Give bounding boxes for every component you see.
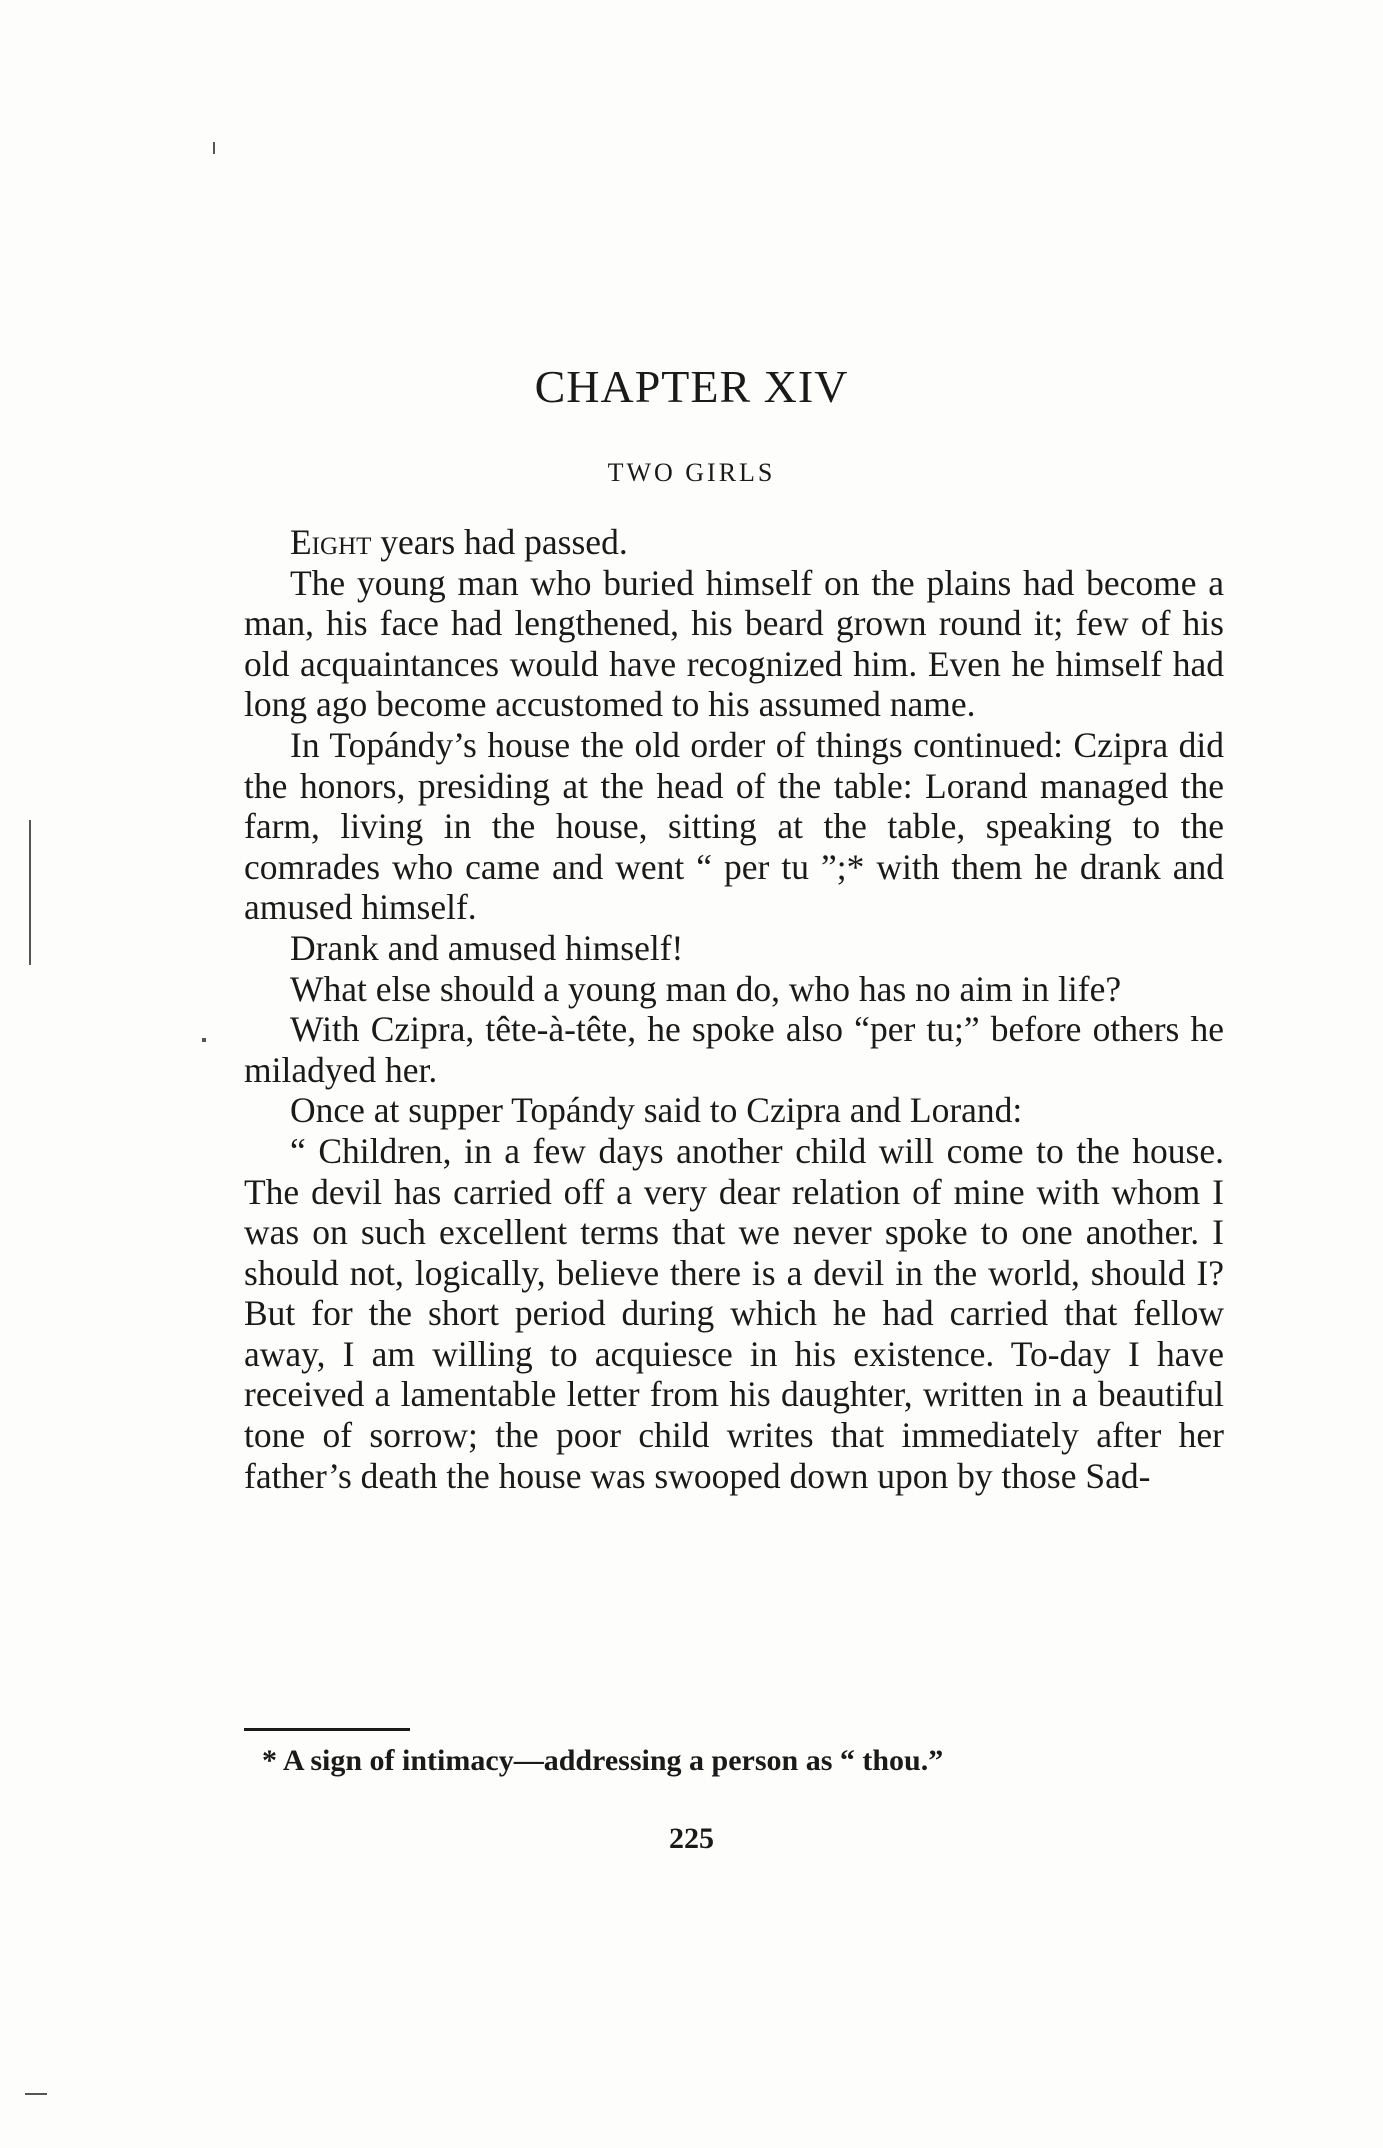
paragraph: “ Children, in a few days another child will come to the house. The devil has carried off a very dear relation of mine with whom I was on such excellent terms that we never spoke to one another. I should not, logically, believe there is a devil in the world, should I? But for the short period during which he had carried that fellow away, I am willing to acquiesce in his existence. To-day I have received a lamentable letter from his daughter, written in a beautiful tone of sorrow; the poor child writes that immediately after her father’s death the house was swooped down upon by those Sad- <box>244 1130 1224 1496</box>
margin-line <box>29 820 31 965</box>
footnote: * A sign of intimacy—addressing a person as “ thou.” <box>262 1744 944 1777</box>
margin-speck <box>213 142 215 154</box>
footnote-rule <box>244 1728 410 1731</box>
paragraph: Once at supper Topándy said to Czipra and Lorand: <box>290 1090 1023 1131</box>
body-text <box>244 522 1224 1496</box>
paragraph <box>244 522 1224 563</box>
paragraph-lead: Eight <box>290 522 372 562</box>
chapter-subtitle: TWO GIRLS <box>607 458 776 487</box>
paragraph: Drank and amused himself! <box>290 927 684 968</box>
chapter-title: CHAPTER XIV <box>534 361 849 412</box>
paragraph: In Topándy’s house the old order of things continued: Czipra did the honors, presiding at the head of the table: Lorand managed the farm, living in the house, sitting at the table, speaking to the comrades who came and went “ per tu ”;* with them he drank and amused himself. <box>244 724 1224 928</box>
paragraph: With Czipra, tête-à-tête, he spoke also “per tu;” before others he miladyed her. <box>244 1009 1224 1090</box>
margin-dot <box>202 1038 206 1042</box>
paragraph-text: years had passed. <box>371 522 628 562</box>
paragraph: The young man who buried himself on the plains had become a man, his face had lengthened, his beard grown round it; few of his old acquaintances would have recognized him. Even he himself had long ago become accustomed to his assumed name. <box>244 562 1224 725</box>
page-number: 225 <box>669 1822 714 1855</box>
margin-dash <box>25 2093 47 2095</box>
paragraph: What else should a young man do, who has no aim in life? <box>290 968 1122 1009</box>
